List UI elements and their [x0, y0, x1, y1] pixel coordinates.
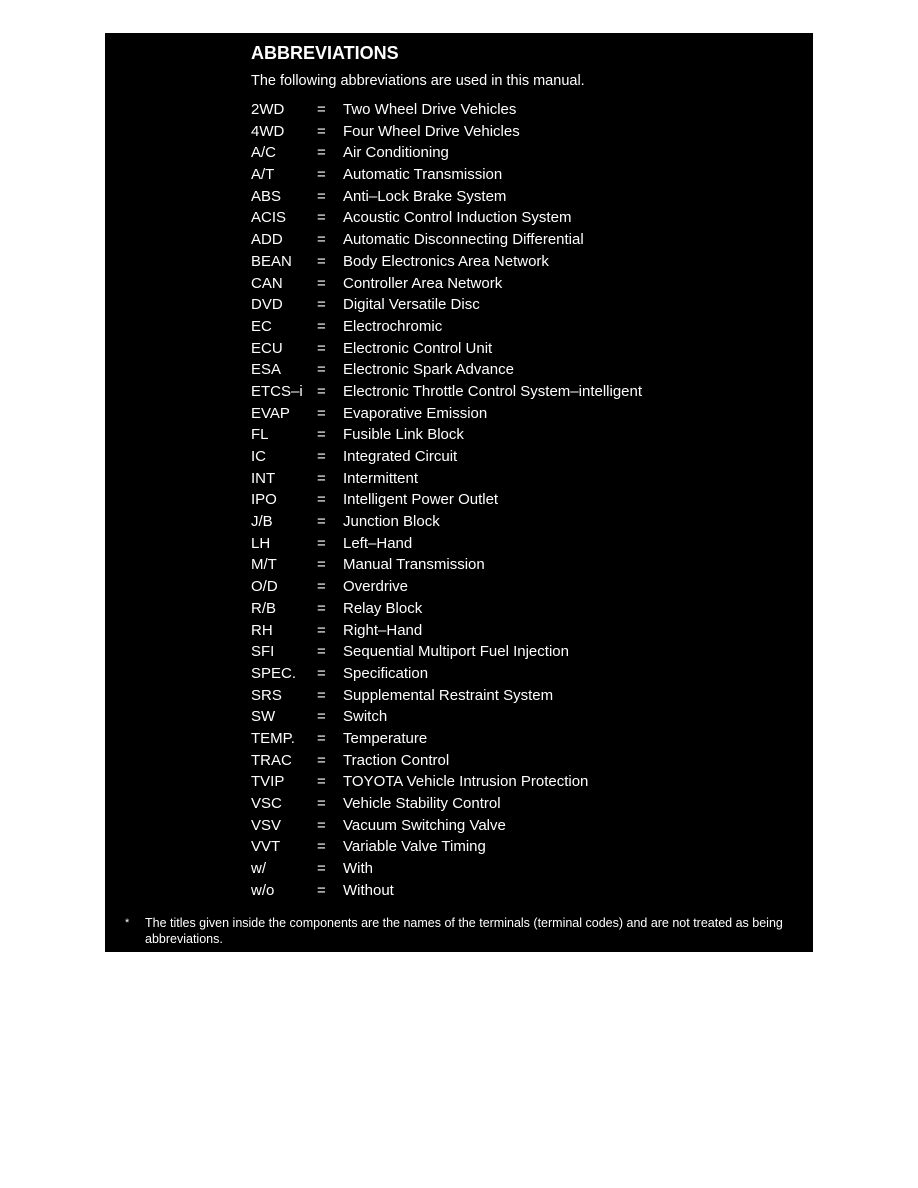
abbreviation-definition: Digital Versatile Disc	[343, 296, 480, 314]
equals-sign: =	[317, 361, 326, 379]
abbreviation-definition: Anti–Lock Brake System	[343, 187, 507, 205]
abbreviation-definition: Controller Area Network	[343, 274, 503, 292]
abbreviation-term: IPO	[251, 491, 277, 509]
equals-sign: =	[317, 599, 326, 617]
abbreviation-definition: Left–Hand	[343, 534, 413, 552]
abbreviation-definition: Vehicle Stability Control	[343, 795, 501, 812]
abbreviation-term: ETCS–i	[251, 382, 303, 400]
abbreviation-term: ECU	[251, 339, 283, 357]
abbreviation-term: ESA	[251, 361, 282, 379]
abbreviation-term: LH	[251, 534, 271, 552]
abbreviation-definition: Junction Block	[343, 513, 440, 531]
equals-sign: =	[317, 469, 326, 487]
abbreviation-definition: Vacuum Switching Valve	[343, 816, 506, 834]
equals-sign: =	[317, 491, 326, 509]
abbreviation-term: VSV	[251, 816, 282, 834]
footnote	[125, 915, 797, 947]
abbreviation-definition: Right–Hand	[343, 621, 423, 639]
abbreviation-term: A/C	[251, 144, 277, 162]
abbreviation-term: w/o	[251, 881, 275, 899]
abbreviation-term: SFI	[251, 643, 275, 661]
equals-sign: =	[317, 252, 326, 270]
abbreviation-definition: Traction Control	[343, 751, 450, 769]
abbreviation-definition: Fusible Link Block	[343, 426, 464, 444]
equals-sign: =	[317, 513, 326, 531]
abbreviation-definition: Manual Transmission	[343, 556, 485, 574]
abbreviation-term: EC	[251, 317, 272, 335]
abbreviation-term: CAN	[251, 274, 283, 292]
equals-sign: =	[317, 816, 326, 834]
abbreviation-term: RH	[251, 621, 273, 639]
abbreviation-term: A/T	[251, 166, 275, 184]
abbreviation-definition: Sequential Multiport Fuel Injection	[343, 643, 569, 661]
abbreviation-term: SW	[251, 708, 276, 726]
abbreviation-definition: Body Electronics Area Network	[343, 252, 549, 270]
equals-sign: =	[317, 101, 326, 118]
abbreviation-definition: Variable Valve Timing	[343, 838, 486, 856]
abbreviation-definition: Acoustic Control Induction System	[343, 209, 572, 227]
equals-sign: =	[317, 578, 326, 596]
equals-sign: =	[317, 795, 326, 812]
abbreviation-definition: Evaporative Emission	[343, 404, 488, 422]
equals-sign: =	[317, 122, 326, 140]
equals-sign: =	[317, 773, 326, 791]
equals-sign: =	[317, 860, 326, 878]
page-title: ABBREVIATIONS	[251, 43, 399, 63]
abbreviation-term: ACIS	[251, 209, 287, 227]
abbreviation-term: SPEC.	[251, 664, 297, 682]
abbreviation-definition: Electrochromic	[343, 317, 443, 335]
abbreviation-term: w/	[251, 860, 266, 878]
abbreviation-term: IC	[251, 448, 266, 465]
abbreviation-term: O/D	[251, 578, 278, 596]
equals-sign: =	[317, 686, 326, 704]
abbreviation-term: TEMP.	[251, 729, 295, 747]
equals-sign: =	[317, 448, 326, 465]
abbreviation-term: J/B	[251, 513, 273, 531]
equals-sign: =	[317, 209, 326, 227]
equals-sign: =	[317, 166, 326, 184]
abbreviation-term: SRS	[251, 686, 282, 704]
abbreviation-term: ABS	[251, 187, 282, 205]
abbreviation-term: ADD	[251, 231, 283, 249]
equals-sign: =	[317, 729, 326, 747]
equals-sign: =	[317, 231, 326, 249]
equals-sign: =	[317, 708, 326, 726]
abbreviation-definition: Electronic Throttle Control System–intelligent	[343, 382, 643, 400]
equals-sign: =	[317, 274, 326, 292]
abbreviation-definition: Electronic Spark Advance	[343, 361, 514, 379]
equals-sign: =	[317, 404, 326, 422]
abbreviation-term: TVIP	[251, 773, 285, 791]
abbreviation-term: R/B	[251, 599, 277, 617]
abbreviation-term: 4WD	[251, 122, 285, 140]
abbreviation-term: TRAC	[251, 751, 292, 769]
abbreviation-definition: Supplemental Restraint System	[343, 686, 554, 704]
equals-sign: =	[317, 339, 326, 357]
equals-sign: =	[317, 382, 326, 400]
abbreviation-definition: Two Wheel Drive Vehicles	[343, 101, 517, 118]
abbreviation-definition: Automatic Transmission	[343, 166, 503, 184]
equals-sign: =	[317, 881, 326, 899]
equals-sign: =	[317, 664, 326, 682]
abbreviation-term: INT	[251, 469, 276, 487]
equals-sign: =	[317, 556, 326, 574]
equals-sign: =	[317, 621, 326, 639]
equals-sign: =	[317, 426, 326, 444]
abbreviation-definition: Intelligent Power Outlet	[343, 491, 499, 509]
abbreviation-term: VSC	[251, 795, 282, 812]
abbreviation-definition: Switch	[343, 708, 388, 726]
abbreviation-definition: Specification	[343, 664, 429, 682]
abbreviation-term: EVAP	[251, 404, 290, 422]
abbreviation-definition: Without	[343, 881, 394, 899]
intro-text: The following abbreviations are used in this manual.	[251, 73, 585, 89]
abbreviations-panel	[105, 33, 813, 952]
equals-sign: =	[317, 751, 326, 769]
abbreviation-term: VVT	[251, 838, 281, 856]
abbreviation-definition: Integrated Circuit	[343, 448, 458, 465]
equals-sign: =	[317, 317, 326, 335]
abbreviation-term: BEAN	[251, 252, 292, 270]
equals-sign: =	[317, 187, 326, 205]
abbreviation-term: FL	[251, 426, 269, 444]
abbreviation-definition: TOYOTA Vehicle Intrusion Protection	[343, 773, 589, 791]
equals-sign: =	[317, 296, 326, 314]
equals-sign: =	[317, 643, 326, 661]
abbreviation-definition: Air Conditioning	[343, 144, 449, 162]
abbreviation-term: DVD	[251, 296, 283, 314]
equals-sign: =	[317, 144, 326, 162]
abbreviation-term: M/T	[251, 556, 277, 574]
abbreviation-definition: Intermittent	[343, 469, 419, 487]
abbreviation-definition: Overdrive	[343, 578, 409, 596]
abbreviation-term: 2WD	[251, 101, 285, 118]
abbreviation-definition: Four Wheel Drive Vehicles	[343, 122, 520, 140]
equals-sign: =	[317, 534, 326, 552]
footnote-text: The titles given inside the components are the names of the terminals (terminal codes) and are not treated as being abbreviations.	[145, 916, 783, 946]
abbreviation-definition: With	[343, 860, 373, 878]
abbreviation-definition: Relay Block	[343, 599, 423, 617]
abbreviation-definition: Automatic Disconnecting Differential	[343, 231, 584, 249]
abbreviation-definition: Electronic Control Unit	[343, 339, 493, 357]
footnote-mark: *	[125, 917, 130, 929]
abbreviation-definition: Temperature	[343, 729, 428, 747]
equals-sign: =	[317, 838, 326, 856]
